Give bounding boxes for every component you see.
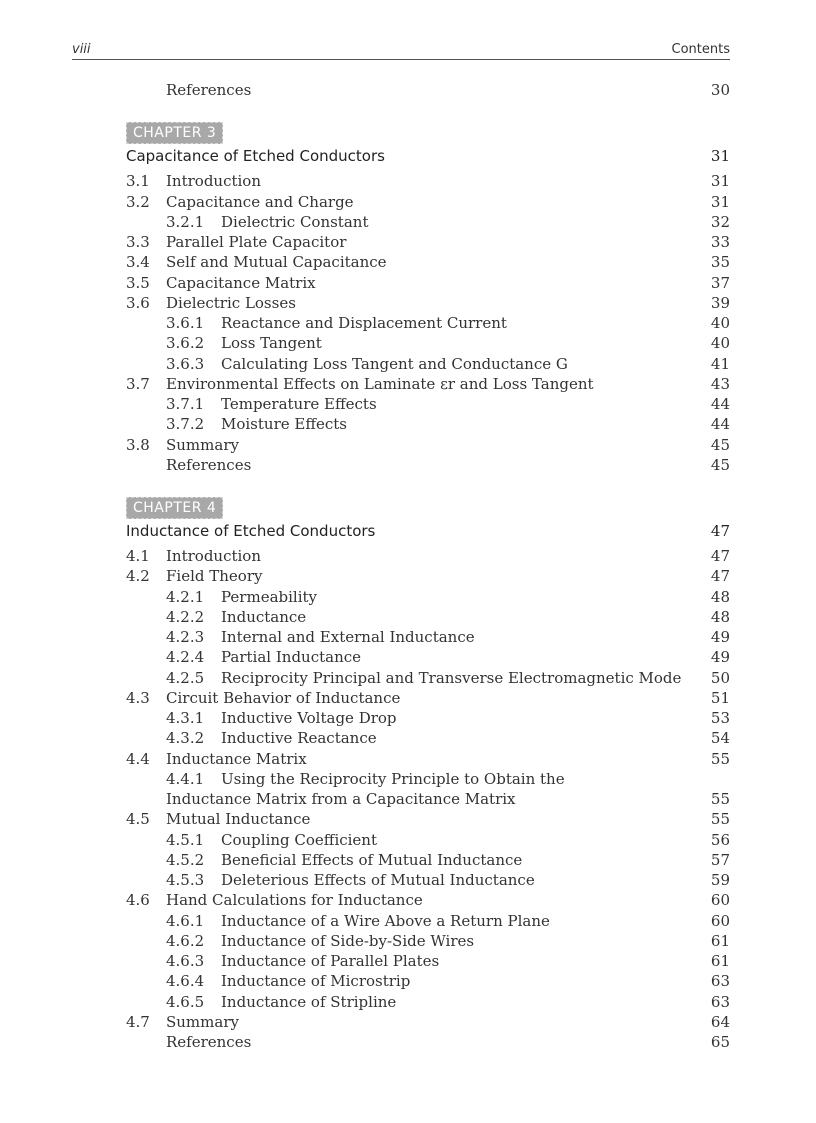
toc-entry[interactable] [126,890,730,910]
toc-entry-title: Moisture Effects [221,415,347,434]
toc-entry-number: 4.7 [126,1012,150,1031]
toc-entry-page: 41 [710,354,730,373]
toc-entry-page: 45 [710,455,730,474]
chapter-page: 31 [710,147,730,166]
toc-entry-page: 55 [710,749,730,768]
chapter-page: 47 [710,522,730,540]
toc-entry-page: 55 [710,810,730,829]
toc-entry-title: Inductance of a Wire Above a Return Plane [221,911,550,930]
toc-entry-title: Inductance of Microstrip [221,972,411,991]
toc-entry-title: References [166,455,252,474]
toc-entry-number: 4.2.5 [166,668,205,687]
toc-entry-page: 44 [710,415,730,434]
toc-entry-number: 4.2 [126,567,150,586]
toc-entry-page: 49 [710,648,730,667]
chapter-title-row[interactable] [126,144,730,168]
toc-entry-number: 4.5 [126,810,150,829]
toc-entry[interactable] [126,192,730,212]
chapter-label-box [126,122,730,144]
toc-subentry[interactable] [126,971,730,991]
toc-entry-page: 61 [710,931,730,950]
chapter-3 [126,122,730,475]
toc-entry-page: 33 [710,233,730,251]
toc-entry-number: 4.3.1 [166,709,205,727]
toc-entry-number: 4.3 [126,688,150,707]
toc-entry-page: 48 [710,607,730,626]
toc-entry-number: 4.5.3 [166,871,205,889]
toc-entry-title: Calculating Loss Tangent and Conductance G [221,354,568,373]
toc-entry-number: 4.6.2 [166,931,205,950]
toc-entry-page: 63 [710,972,730,991]
toc-entry[interactable] [126,171,730,191]
toc-entry-page: 54 [710,729,730,748]
toc-entry-title: Environmental Effects on Laminate εr and Loss Tangent [166,374,594,393]
toc-entry-title: Permeability [221,587,318,606]
toc-entry-title: Using the Reciprocity Principle to Obtain the [221,769,565,788]
toc-entry[interactable] [126,455,730,475]
toc-subentry[interactable] [126,728,730,748]
page-folio: viii [72,42,91,57]
toc-entry-title: Beneficial Effects of Mutual Inductance [221,850,523,869]
toc-entry-number: 4.3.2 [166,729,205,748]
toc-entry-number: 3.8 [126,435,150,454]
toc-entry-title: Inductance Matrix from a Capacitance Matrix [166,790,516,808]
toc-entry-title: Circuit Behavior of Inductance [166,688,401,707]
toc-entry[interactable] [126,435,730,455]
toc-subentry[interactable] [126,708,730,728]
toc-entry-title: Dielectric Constant [221,212,369,231]
running-title: Contents [671,42,730,57]
toc-entry-number: 3.4 [126,253,150,272]
toc-subentry[interactable] [126,769,730,789]
toc-subentry[interactable] [126,647,730,667]
toc-entry-title: Capacitance Matrix [166,273,316,292]
toc-entry-page: 40 [710,334,730,353]
toc-entry-page: 61 [710,952,730,970]
toc-entry-number: 4.5.1 [166,830,205,849]
toc-subentry[interactable] [126,212,730,232]
toc-subentry[interactable] [126,354,730,374]
toc-entry-number: 4.4 [126,749,150,768]
toc-entry-title: Capacitance and Charge [166,192,354,211]
toc-entry[interactable] [126,688,730,708]
toc-entry-page: 60 [710,911,730,930]
toc-entry-title: Inductance of Parallel Plates [221,952,440,970]
chapter-label: CHAPTER 4 [126,497,223,519]
toc-entry-title: Summary [166,435,239,454]
page-header [72,40,730,60]
toc-subentry[interactable] [126,668,730,688]
toc-entry-number: 3.6.3 [166,354,205,373]
toc-entry-page: 57 [710,850,730,869]
toc-entry-page: 43 [710,374,730,393]
toc-entry-page: 30 [710,81,730,99]
toc-subentry[interactable] [126,394,730,414]
toc-subentry[interactable] [126,850,730,870]
chapter-4 [126,497,730,1052]
toc-entry[interactable] [126,293,730,313]
toc-entry-page: 31 [710,192,730,211]
toc-entry[interactable] [126,232,730,252]
toc-entry-title: Reciprocity Principal and Transverse Electromagnetic Mode [221,668,682,687]
chapter-label-box [126,497,730,519]
toc-entry-page: 45 [710,435,730,454]
toc-entry-title: Reactance and Displacement Current [221,314,507,332]
toc-entry-page: 53 [710,709,730,727]
toc-entry-page: 65 [710,1033,730,1051]
toc-entry[interactable] [126,1032,730,1052]
toc-entry-number: 4.6.3 [166,952,205,970]
toc-entry[interactable] [126,809,730,829]
toc-entry-title: Self and Mutual Capacitance [166,253,387,272]
toc-subentry[interactable] [126,587,730,607]
toc-subentry[interactable] [126,607,730,627]
toc-entry-number: 3.6 [126,293,150,312]
toc-subentry[interactable] [126,911,730,931]
toc-entry[interactable] [126,252,730,272]
toc-entry-number: 4.2.4 [166,648,205,667]
toc-entry-page: 35 [710,253,730,272]
toc-subentry[interactable] [126,931,730,951]
toc-entry-page: 59 [710,871,730,889]
toc-entry-title: Mutual Inductance [166,810,311,829]
toc-entry-number: 4.6.1 [166,911,205,930]
chapter-title: Capacitance of Etched Conductors [126,147,385,166]
toc-entry-page: 50 [710,668,730,687]
toc-entry-page: 44 [710,395,730,413]
toc-entry-number: 4.2.2 [166,607,205,626]
toc-entry-page: 60 [710,891,730,910]
toc-entry-page: 37 [710,273,730,292]
toc-entry[interactable] [126,566,730,586]
toc-entry-title: Inductive Voltage Drop [221,709,397,727]
toc-entry[interactable] [126,374,730,394]
toc-subentry-continuation[interactable] [126,789,730,809]
toc-entry-title: Internal and External Inductance [221,628,475,646]
toc-entry-page: 32 [710,212,730,231]
toc-entry-title: Partial Inductance [221,648,362,667]
toc-entry-number: 4.1 [126,547,150,565]
toc-subentry[interactable] [126,951,730,971]
toc-subentry[interactable] [126,313,730,333]
toc-entry-number: 4.2.3 [166,628,205,646]
toc-entry[interactable] [126,546,730,566]
toc-entry-page: 51 [710,688,730,707]
toc-entry-title: Inductive Reactance [221,729,377,748]
toc-entry-number: 3.6.2 [166,334,205,353]
toc-entry-number: 3.3 [126,233,150,251]
toc-entry-number: 4.6 [126,891,150,910]
toc-entry-title: Summary [166,1012,239,1031]
toc-entry-page: 40 [710,314,730,332]
toc-subentry[interactable] [126,992,730,1012]
toc-entry-number: 3.2.1 [166,212,205,231]
toc-subentry[interactable] [126,870,730,890]
toc-entry-number: 4.6.5 [166,992,205,1011]
toc-subentry[interactable] [126,627,730,647]
toc-entry-title: Introduction [166,547,261,565]
toc-entry-page: 56 [710,830,730,849]
toc-entry-number: 4.2.1 [166,587,205,606]
toc-entry-number: 3.7.1 [166,395,205,413]
toc-entry-number: 3.5 [126,273,150,292]
toc-entry[interactable] [126,80,730,100]
toc-entry[interactable] [126,749,730,769]
chapter-title: Inductance of Etched Conductors [126,522,376,540]
toc-entry-page: 47 [710,547,730,565]
toc-entry-title: References [166,1033,252,1051]
toc-entry-title: Coupling Coefficient [221,830,377,849]
toc-entry-title: Inductance [221,607,307,626]
toc-subentry[interactable] [126,414,730,434]
toc-entry-number: 4.4.1 [166,769,205,788]
toc-entry-title: Loss Tangent [221,334,322,353]
toc-entry-number: 3.7.2 [166,415,205,434]
toc-entry-page: 64 [710,1012,730,1031]
toc-entry-page: 48 [710,587,730,606]
toc-entry-title: Inductance of Side-by-Side Wires [221,931,475,950]
toc-entry-title: Introduction [166,172,261,191]
toc-entry-page: 47 [710,567,730,586]
toc-entry-page: 55 [710,790,730,808]
toc-subentry[interactable] [126,830,730,850]
toc-entry-number: 3.6.1 [166,314,205,332]
toc-entry-title: Field Theory [166,567,263,586]
toc-entry-number: 3.7 [126,374,150,393]
toc-entry-title: References [166,81,252,99]
toc-subentry[interactable] [126,333,730,353]
toc-entry-number: 3.2 [126,192,150,211]
toc-entry-page: 39 [710,293,730,312]
toc-entry-number: 4.6.4 [166,972,205,991]
toc-entry-title: Parallel Plate Capacitor [166,233,347,251]
toc-entry-title: Inductance Matrix [166,749,307,768]
toc-entry-page: 31 [710,172,730,191]
toc-entry-number: 4.5.2 [166,850,205,869]
toc-entry-title: Deleterious Effects of Mutual Inductance [221,871,535,889]
toc-entry[interactable] [126,273,730,293]
toc-entry-title: Hand Calculations for Inductance [166,891,423,910]
toc-entry-title: Inductance of Stripline [221,992,397,1011]
chapter-title-row[interactable] [126,519,730,543]
toc-entry-page: 49 [710,628,730,646]
table-of-contents [126,80,730,1052]
chapter-label: CHAPTER 3 [126,122,223,144]
toc-entry-page: 63 [710,992,730,1011]
toc-entry[interactable] [126,1012,730,1032]
toc-entry-title: Dielectric Losses [166,293,296,312]
toc-entry-title: Temperature Effects [221,395,377,413]
toc-entry-number: 3.1 [126,172,150,191]
